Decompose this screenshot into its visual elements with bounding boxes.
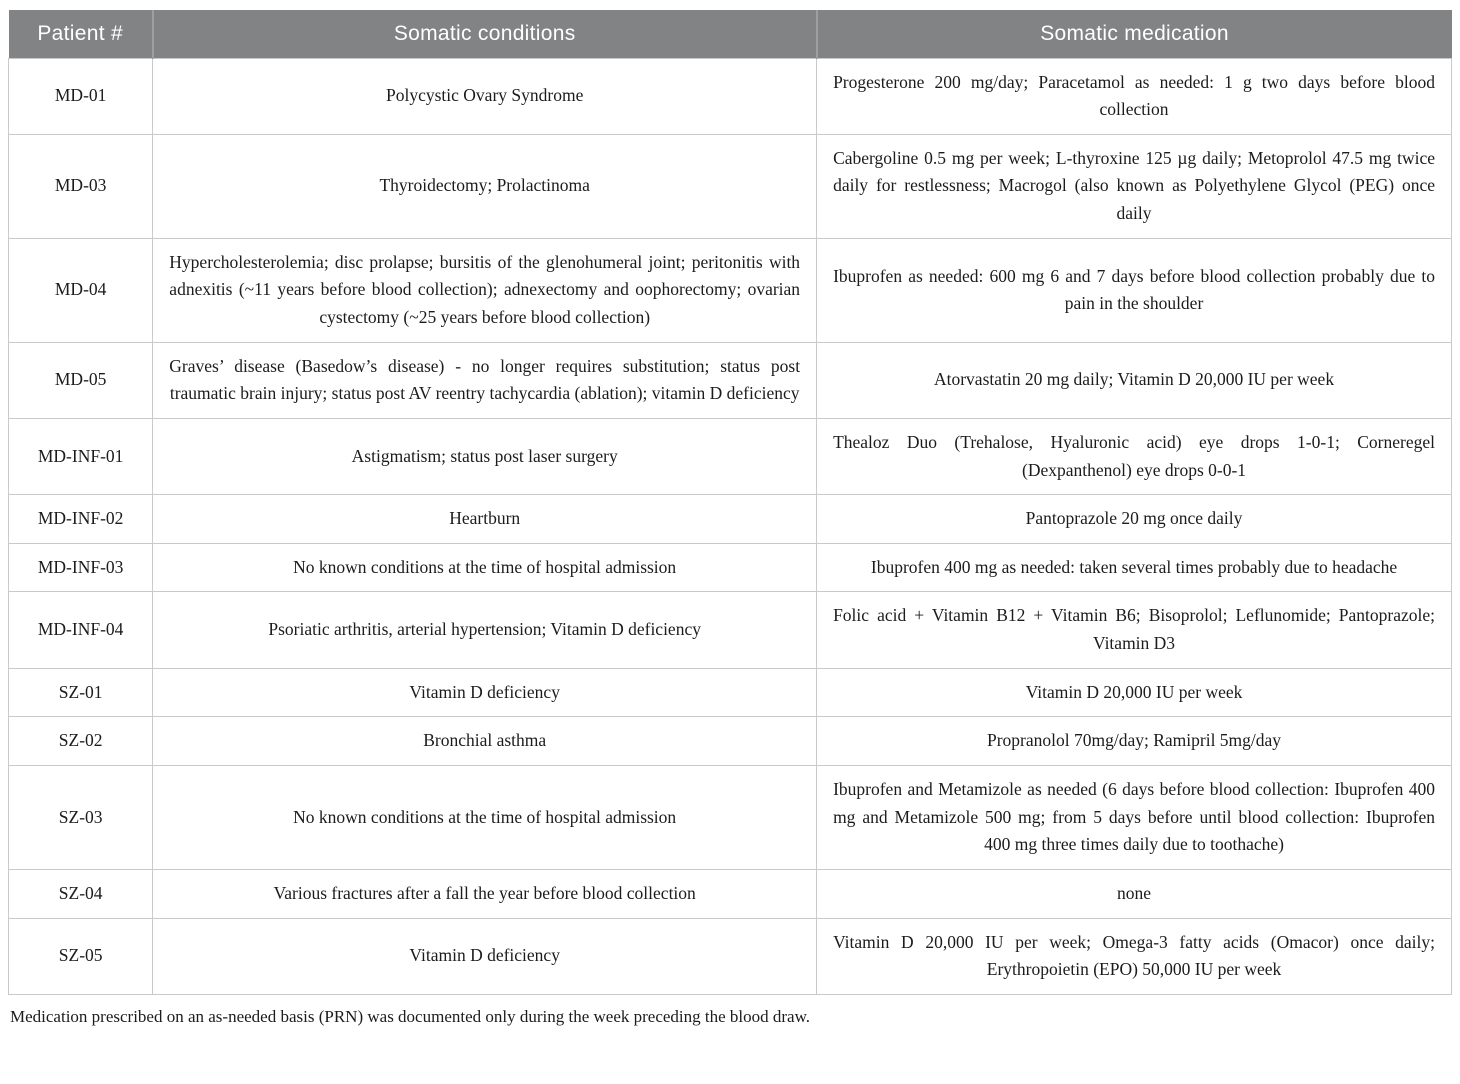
table-row xyxy=(9,543,1452,592)
medication-cell: Propranolol 70mg/day; Ramipril 5mg/day xyxy=(817,717,1452,766)
column-header-medication: Somatic medication xyxy=(817,10,1452,58)
medication-cell: Vitamin D 20,000 IU per week xyxy=(817,668,1452,717)
medication-cell: Ibuprofen and Metamizole as needed (6 days before blood collection: Ibuprofen 400 mg and Metamizole 500 mg; from 5 days before until blood collection: Ibuprofen 400 mg three times daily due to toothache) xyxy=(817,766,1452,870)
medication-cell: Ibuprofen 400 mg as needed: taken several times probably due to headache xyxy=(817,543,1452,592)
medication-cell: none xyxy=(817,869,1452,918)
conditions-cell: Psoriatic arthritis, arterial hypertension; Vitamin D deficiency xyxy=(153,592,817,668)
table-row xyxy=(9,238,1452,342)
table-row xyxy=(9,58,1452,134)
conditions-cell: Graves’ disease (Basedow’s disease) - no longer requires substitution; status post traumatic brain injury; status post AV reentry tachycardia (ablation); vitamin D deficiency xyxy=(153,342,817,418)
patient-id-cell: SZ-01 xyxy=(9,668,153,717)
patient-id-cell: SZ-05 xyxy=(9,918,153,994)
patient-id-cell: MD-INF-02 xyxy=(9,495,153,544)
medication-cell: Folic acid + Vitamin B12 + Vitamin B6; Bisoprolol; Leflunomide; Pantoprazole; Vitamin D3 xyxy=(817,592,1452,668)
medication-cell: Pantoprazole 20 mg once daily xyxy=(817,495,1452,544)
table-row xyxy=(9,418,1452,494)
patient-medication-table xyxy=(8,10,1452,995)
patient-id-cell: MD-05 xyxy=(9,342,153,418)
table-row xyxy=(9,495,1452,544)
conditions-cell: Hypercholesterolemia; disc prolapse; bursitis of the glenohumeral joint; peritonitis with adnexitis (~11 years before blood collection); adnexectomy and oophorectomy; ovarian cystectomy (~25 years before blood collection) xyxy=(153,238,817,342)
patient-id-cell: SZ-02 xyxy=(9,717,153,766)
conditions-cell: Vitamin D deficiency xyxy=(153,918,817,994)
conditions-cell: No known conditions at the time of hospital admission xyxy=(153,543,817,592)
table-row xyxy=(9,342,1452,418)
table-footnote: Medication prescribed on an as-needed basis (PRN) was documented only during the week preceding the blood draw. xyxy=(10,1006,811,1026)
conditions-cell: Thyroidectomy; Prolactinoma xyxy=(153,134,817,238)
conditions-cell: No known conditions at the time of hospital admission xyxy=(153,766,817,870)
medication-cell: Ibuprofen as needed: 600 mg 6 and 7 days before blood collection probably due to pain in the shoulder xyxy=(817,238,1452,342)
column-header-patient: Patient # xyxy=(9,10,153,58)
patient-id-cell: SZ-04 xyxy=(9,869,153,918)
conditions-cell: Astigmatism; status post laser surgery xyxy=(153,418,817,494)
patient-id-cell: MD-01 xyxy=(9,58,153,134)
medication-cell: Progesterone 200 mg/day; Paracetamol as needed: 1 g two days before blood collection xyxy=(817,58,1452,134)
patient-id-cell: SZ-03 xyxy=(9,766,153,870)
patient-id-cell: MD-INF-04 xyxy=(9,592,153,668)
patient-id-cell: MD-INF-01 xyxy=(9,418,153,494)
conditions-cell: Bronchial asthma xyxy=(153,717,817,766)
table-row xyxy=(9,592,1452,668)
medication-cell: Cabergoline 0.5 mg per week; L-thyroxine 125 µg daily; Metoprolol 47.5 mg twice daily for restlessness; Macrogol (also known as Polyethylene Glycol (PEG) once daily xyxy=(817,134,1452,238)
table-row xyxy=(9,134,1452,238)
table-row xyxy=(9,668,1452,717)
medication-cell: Vitamin D 20,000 IU per week; Omega-3 fatty acids (Omacor) once daily; Erythropoietin (EPO) 50,000 IU per week xyxy=(817,918,1452,994)
patient-id-cell: MD-03 xyxy=(9,134,153,238)
table-row xyxy=(9,717,1452,766)
patient-id-cell: MD-04 xyxy=(9,238,153,342)
table-row xyxy=(9,869,1452,918)
conditions-cell: Heartburn xyxy=(153,495,817,544)
medication-cell: Thealoz Duo (Trehalose, Hyaluronic acid) eye drops 1-0-1; Corneregel (Dexpanthenol) eye drops 0-0-1 xyxy=(817,418,1452,494)
patient-id-cell: MD-INF-03 xyxy=(9,543,153,592)
header-row xyxy=(9,10,1452,58)
table-row xyxy=(9,766,1452,870)
conditions-cell: Polycystic Ovary Syndrome xyxy=(153,58,817,134)
conditions-cell: Various fractures after a fall the year before blood collection xyxy=(153,869,817,918)
conditions-cell: Vitamin D deficiency xyxy=(153,668,817,717)
table-row xyxy=(9,918,1452,994)
medication-cell: Atorvastatin 20 mg daily; Vitamin D 20,000 IU per week xyxy=(817,342,1452,418)
column-header-conditions: Somatic conditions xyxy=(153,10,817,58)
